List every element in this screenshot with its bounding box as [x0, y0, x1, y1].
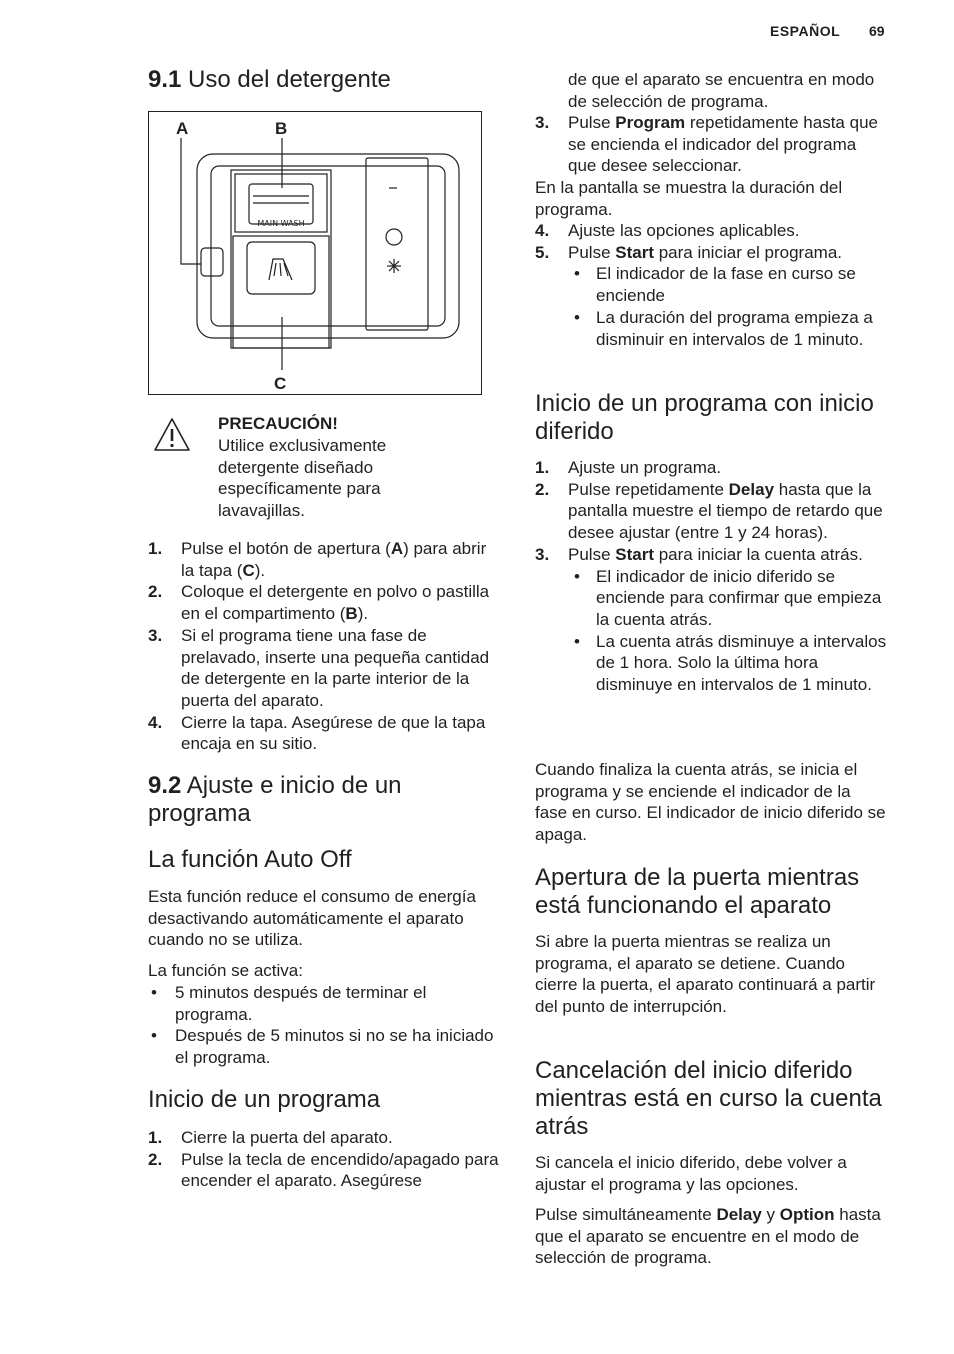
step-ref: A — [390, 539, 404, 558]
auto-off-heading: La función Auto Off — [148, 846, 352, 873]
button-name: Delay — [728, 479, 775, 499]
section-9-1-heading — [148, 66, 508, 94]
step-text: Cierre la puerta del aparato. — [181, 1128, 393, 1147]
detergent-dispenser-figure — [148, 111, 482, 395]
warning-triangle-icon — [152, 415, 192, 455]
step-number: 3. — [535, 544, 550, 564]
button-name: Delay — [716, 1205, 762, 1224]
caution-line: detergente diseñado — [218, 457, 374, 477]
figure-label-b: B — [275, 119, 288, 138]
delay-end-note: Cuando finaliza la cuenta atrás, se inicia el programa y se enciende el indicador de la fase en curso. El indicador de inicio diferido se apaga. — [535, 760, 886, 845]
list-item — [535, 457, 887, 479]
figure-label-a: A — [176, 119, 189, 138]
step-text: ) para abrir la tapa ( — [181, 539, 487, 580]
bullet-text: La duración del programa empieza a disminuir en intervalos de 1 minuto. — [596, 307, 873, 349]
step-number: 2. — [148, 1149, 163, 1169]
step-number: 2. — [535, 479, 550, 499]
step-number: 2. — [148, 582, 163, 602]
section-number: 9.1 — [148, 66, 182, 93]
step-text: Pulse — [568, 113, 616, 132]
button-name: Start — [615, 544, 654, 564]
list-item — [148, 1127, 500, 1149]
bullet-text: Después de 5 minutos si no se ha iniciado el programa. — [175, 1026, 494, 1068]
cancel-delay-heading: Cancelación del inicio diferido mientras está en curso la cuenta atrás — [535, 1057, 882, 1140]
page-number: 69 — [869, 23, 885, 39]
step-text: hasta que la pantalla muestre el tiempo de retardo que desee ajustar (entre 1 y 24 horas). — [568, 479, 883, 543]
caution-line: lavavajillas. — [218, 501, 305, 521]
figure-label-c: C — [274, 374, 287, 393]
duration-note: En la pantalla se muestra la duración del programa. — [535, 178, 843, 219]
start-program-steps-cont — [535, 112, 887, 177]
step-text: Si el programa tiene una fase de prelavado, inserte una pequeña cantidad de detergente en la parte interior de la puerta del aparato. — [181, 625, 490, 710]
caution-title: PRECAUCIÓN! — [218, 414, 338, 433]
text-part: y — [761, 1205, 780, 1224]
step-text: Pulse repetidamente — [568, 479, 729, 499]
cancel-delay-text-2 — [535, 1204, 887, 1269]
step-number: 5. — [535, 242, 550, 262]
list-item: • Después de 5 minutos si no se ha iniciado el programa. — [151, 1026, 494, 1068]
step-number: 3. — [148, 625, 163, 645]
section-9-2-heading — [148, 772, 508, 828]
detergent-steps — [148, 538, 500, 755]
auto-off-conditions — [148, 982, 500, 1069]
list-item: • La duración del programa empieza a disminuir en intervalos de 1 minuto. — [574, 307, 873, 349]
step-text: Ajuste las opciones aplicables. — [568, 221, 800, 240]
step-ref: C — [242, 560, 255, 580]
delay-start-steps — [535, 457, 887, 696]
bullet-text: 5 minutos después de terminar el programa. — [175, 983, 427, 1024]
text-part: Pulse simultáneamente — [535, 1205, 717, 1224]
caution-text — [218, 435, 458, 522]
step-text: Pulse el botón de apertura ( — [181, 539, 391, 558]
door-open-text: Si abre la puerta mientras se realiza un programa, el aparato se detiene. Cuando cierre la puerta, el aparato continuará a partir del punto de interrupción. — [535, 932, 876, 1017]
door-open-heading: Apertura de la puerta mientras está funcionando el aparato — [535, 864, 860, 919]
section-title: Uso del detergente — [188, 66, 391, 93]
bullet-text: La cuenta atrás disminuye a intervalos de 1 hora. Solo la última hora disminuye en intervalos de 1 minuto. — [596, 631, 887, 695]
start-program-steps — [148, 1127, 500, 1192]
list-item: • El indicador de inicio diferido se enciende para confirmar que empieza la cuenta atrás. — [574, 566, 882, 629]
step-number: 1. — [535, 458, 550, 477]
step-text: Pulse la tecla de encendido/apagado para encender el aparato. Asegúrese — [181, 1149, 499, 1191]
step-text: Cierre la tapa. Asegúrese de que la tapa encaja en su sitio. — [181, 712, 486, 754]
button-name: Program — [615, 113, 686, 132]
list-item: • El indicador de la fase en curso se enciende — [574, 264, 856, 306]
bullet-text: El indicador de la fase en curso se enciende — [596, 264, 856, 306]
step-5-bullets — [568, 263, 887, 350]
step-text: repetidamente hasta que se encienda el indicador del programa que desee seleccionar. — [568, 113, 878, 176]
list-item — [148, 581, 500, 624]
step-number: 3. — [535, 113, 550, 132]
section-title: Ajuste e inicio de un programa — [148, 772, 402, 827]
delay-start-heading: Inicio de un programa con inicio diferido — [535, 390, 874, 445]
text-part: hasta que el aparato se encuentre en el modo de selección de programa. — [535, 1205, 881, 1268]
list-item — [148, 1149, 500, 1192]
list-item — [535, 220, 887, 242]
section-number: 9.2 — [148, 772, 182, 799]
button-name: Start — [615, 242, 654, 262]
dispenser-illustration — [149, 112, 481, 394]
button-name: Option — [779, 1205, 835, 1224]
list-item — [535, 112, 887, 177]
step-text: Pulse — [568, 242, 616, 262]
list-item — [148, 538, 500, 581]
list-item: • 5 minutos después de terminar el programa. — [151, 983, 427, 1024]
auto-off-intro: Esta función reduce el consumo de energía desactivando automáticamente el aparato cuando no se utiliza. — [148, 887, 476, 950]
list-item — [535, 242, 887, 351]
step-number: 4. — [148, 712, 163, 732]
bullet-text: El indicador de inicio diferido se enciende para confirmar que empieza la cuenta atrás. — [596, 566, 882, 629]
list-item — [148, 625, 500, 712]
start-program-continued: de que el aparato se encuentra en modo de selección de programa. — [568, 70, 875, 111]
dial-text: MAIN WASH — [257, 219, 305, 228]
list-item: • La cuenta atrás disminuye a intervalos de 1 hora. Solo la última hora disminuye en intervalos de 1 minuto. — [574, 631, 887, 695]
start-program-heading: Inicio de un programa — [148, 1086, 381, 1113]
step-text: para iniciar la cuenta atrás. — [653, 544, 863, 564]
step-text: ). — [357, 604, 369, 624]
step-text: ). — [254, 560, 266, 580]
list-item — [148, 712, 500, 755]
step-text: Ajuste un programa. — [568, 458, 722, 477]
step-text: para iniciar el programa. — [653, 242, 843, 262]
list-item — [535, 479, 887, 544]
cancel-delay-text-1: Si cancela el inicio diferido, debe volver a ajustar el programa y las opciones. — [535, 1153, 847, 1194]
caution-line: Utilice exclusivamente — [218, 436, 387, 455]
list-item — [535, 544, 887, 696]
step-ref: B — [345, 604, 358, 624]
step-text: Coloque el detergente en polvo o pastilla en el compartimento ( — [181, 582, 490, 624]
auto-off-activates: La función se activa: — [148, 961, 303, 980]
start-program-steps-cont2 — [535, 220, 887, 350]
step-number: 4. — [535, 221, 550, 240]
delay-bullets — [568, 566, 887, 696]
step-number: 1. — [148, 539, 163, 558]
caution-line: específicamente para — [218, 479, 381, 499]
header-language: ESPAÑOL — [770, 23, 841, 39]
step-text: Pulse — [568, 544, 616, 564]
step-number: 1. — [148, 1128, 163, 1147]
